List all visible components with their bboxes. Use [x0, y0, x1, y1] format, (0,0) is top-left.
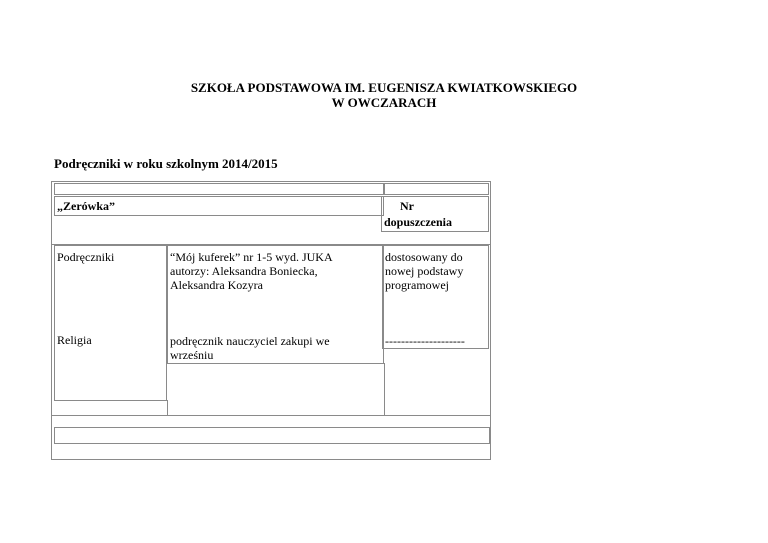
row1-nr-line3: programowej — [385, 278, 449, 292]
row2-book-line1: podręcznik nauczyciel zakupi we — [170, 334, 330, 348]
table-top-cell-right — [384, 183, 489, 195]
row-separator-bottom — [52, 415, 490, 416]
section-heading: Podręczniki w roku szkolnym 2014/2015 — [54, 156, 278, 171]
school-name-line2: W OWCZARACH — [331, 95, 437, 110]
row1-nr-line1: dostosowany do — [385, 250, 463, 264]
row1-book-line2: autorzy: Aleksandra Boniecka, — [170, 264, 318, 278]
row2-book-line2: wrześniu — [170, 348, 214, 362]
row1-book-line3: Aleksandra Kozyra — [170, 278, 263, 292]
nr-header-line1: Nr — [400, 199, 414, 213]
group-title: „Zerówka” — [57, 199, 115, 213]
subject-column-cell — [54, 245, 167, 401]
row1-nr-line2: nowej podstawy — [385, 264, 464, 278]
table-footer-cell — [54, 427, 490, 444]
table-top-cell-left — [54, 183, 384, 195]
row1-book-line1: “Mój kuferek” nr 1-5 wyd. JUKA — [170, 250, 333, 264]
school-name-line1: SZKOŁA PODSTAWOWA IM. EUGENISZA KWIATKOWSKIEGO — [190, 80, 578, 95]
row2-nr-line1: -------------------- — [385, 334, 465, 348]
nr-header-line2: dopuszczenia — [384, 215, 453, 229]
column-divider-2 — [384, 363, 385, 415]
column-divider-1 — [167, 400, 168, 415]
row2-subject: Religia — [57, 333, 92, 347]
row1-subject: Podręczniki — [57, 250, 115, 264]
